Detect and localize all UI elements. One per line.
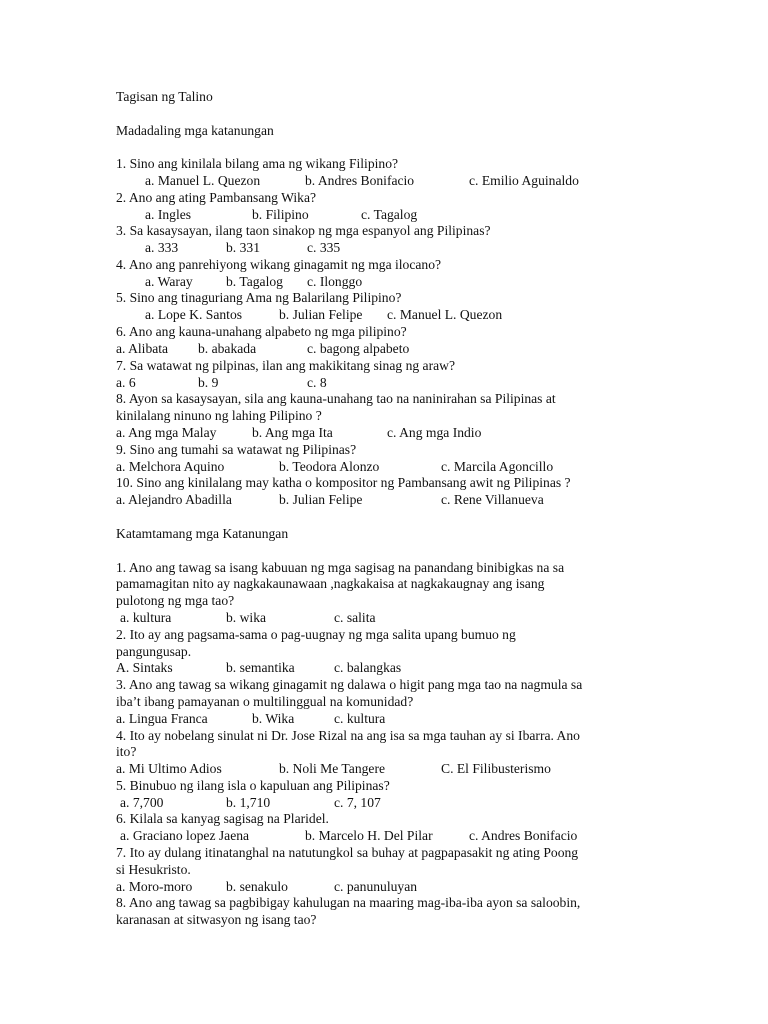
s2-q2-text-line1: 2. Ito ay ang pagsama-sama o pag-uugnay ng mga salita upang bumuo ng bbox=[116, 627, 516, 642]
s2-q6-option-c: c. Andres Bonifacio bbox=[469, 828, 578, 843]
s2-q5-option-a: a. 7,700 bbox=[120, 795, 164, 810]
s2-q2-option-b: b. semantika bbox=[226, 660, 295, 675]
s1-q2-option-b: b. Filipino bbox=[252, 207, 309, 222]
s1-q5-option-a: a. Lope K. Santos bbox=[145, 307, 243, 322]
s1-q3-option-a: a. 333 bbox=[145, 240, 179, 255]
s2-q2-option-a: A. Sintaks bbox=[116, 660, 173, 675]
s2-q7-option-b: b. senakulo bbox=[226, 879, 288, 894]
s1-q6-option-a: a. Alibata bbox=[116, 341, 169, 356]
s1-q6-option-b: b. abakada bbox=[198, 341, 257, 356]
s1-q7-option-b: b. 9 bbox=[198, 375, 219, 390]
s1-q1-option-b: b. Andres Bonifacio bbox=[305, 173, 415, 188]
s2-q1-text-line1: 1. Ano ang tawag sa isang kabuuan ng mga sagisag na panandang binibigkas na sa bbox=[116, 560, 565, 575]
s1-q3-option-c: c. 335 bbox=[307, 240, 341, 255]
s1-q4-option-c: c. Ilonggo bbox=[307, 274, 363, 289]
s1-q2-option-c: c. Tagalog bbox=[361, 207, 418, 222]
s1-q4-option-b: b. Tagalog bbox=[226, 274, 283, 289]
s1-q8-text-line1: 8. Ayon sa kasaysayan, sila ang kauna-unahang tao na naninirahan sa Pilipinas at bbox=[116, 391, 556, 406]
document-title: Tagisan ng Talino bbox=[116, 89, 213, 104]
s1-q4-text: 4. Ano ang panrehiyong wikang ginagamit ng mga ilocano? bbox=[116, 257, 442, 272]
s2-q7-option-a: a. Moro-moro bbox=[116, 879, 193, 894]
s2-q3-option-c: c. kultura bbox=[334, 711, 386, 726]
s1-q5-option-b: b. Julian Felipe bbox=[279, 307, 363, 322]
s1-q7-option-c: c. 8 bbox=[307, 375, 327, 390]
s2-q3-option-b: b. Wika bbox=[252, 711, 295, 726]
s1-q6-option-c: c. bagong alpabeto bbox=[307, 341, 410, 356]
s1-q2-text: 2. Ano ang ating Pambansang Wika? bbox=[116, 190, 317, 205]
s1-q1-text: 1. Sino ang kinilala bilang ama ng wikang Filipino? bbox=[116, 156, 399, 171]
s1-q9-option-b: b. Teodora Alonzo bbox=[279, 459, 380, 474]
s2-q1-text-line2: pamamagitan nito ay nagkakaunawaan ,nagkakaisa at nagkakaugnay ang isang bbox=[116, 576, 545, 591]
s1-q4-option-a: a. Waray bbox=[145, 274, 193, 289]
s1-q8-option-b: b. Ang mga Ita bbox=[252, 425, 333, 440]
s1-q5-text: 5. Sino ang tinaguriang Ama ng Balarilang Pilipino? bbox=[116, 290, 402, 305]
s1-q5-option-c: c. Manuel L. Quezon bbox=[387, 307, 503, 322]
s2-q4-option-c: C. El Filibusterismo bbox=[441, 761, 551, 776]
s2-q5-option-c: c. 7, 107 bbox=[334, 795, 381, 810]
s2-q1-option-b: b. wika bbox=[226, 610, 267, 625]
s1-q10-option-a: a. Alejandro Abadilla bbox=[116, 492, 232, 507]
s1-q8-text-line2: kinilalang ninuno ng lahing Pilipino ? bbox=[116, 408, 322, 423]
s1-q7-text: 7. Sa watawat ng pilpinas, ilan ang makikitang sinag ng araw? bbox=[116, 358, 456, 373]
s2-q2-option-c: c. balangkas bbox=[334, 660, 402, 675]
s2-q2-text-line2: pangungusap. bbox=[116, 644, 192, 659]
s2-q4-text-line1: 4. Ito ay nobelang sinulat ni Dr. Jose Rizal na ang isa sa mga tauhan ay si Ibarra. Ano bbox=[116, 728, 580, 743]
s2-q5-option-b: b. 1,710 bbox=[226, 795, 271, 810]
s2-q6-text: 6. Kilala sa kanyag sagisag na Plaridel. bbox=[116, 811, 329, 826]
s2-q4-option-a: a. Mi Ultimo Adios bbox=[116, 761, 222, 776]
s2-q7-option-c: c. panunuluyan bbox=[334, 879, 418, 894]
s2-q4-text-line2: ito? bbox=[116, 744, 137, 759]
s1-q1-option-c: c. Emilio Aguinaldo bbox=[469, 173, 579, 188]
s2-q3-text-line2: iba’t ibang pamayanan o multilinggual na komunidad? bbox=[116, 694, 414, 709]
s1-q3-text: 3. Sa kasaysayan, ilang taon sinakop ng mga espanyol ang Pilipinas? bbox=[116, 223, 491, 238]
s1-q10-option-c: c. Rene Villanueva bbox=[441, 492, 544, 507]
s2-q1-option-c: c. salita bbox=[334, 610, 376, 625]
s2-q1-option-a: a. kultura bbox=[120, 610, 172, 625]
s2-q1-text-line3: pulotong ng mga tao? bbox=[116, 593, 235, 608]
s1-q3-option-b: b. 331 bbox=[226, 240, 260, 255]
s1-q8-option-c: c. Ang mga Indio bbox=[387, 425, 482, 440]
s2-q7-text-line2: si Hesukristo. bbox=[116, 862, 191, 877]
s1-q10-option-b: b. Julian Felipe bbox=[279, 492, 363, 507]
s2-q5-text: 5. Binubuo ng ilang isla o kapuluan ang Pilipinas? bbox=[116, 778, 390, 793]
s1-q8-option-a: a. Ang mga Malay bbox=[116, 425, 217, 440]
s2-q6-option-b: b. Marcelo H. Del Pilar bbox=[305, 828, 433, 843]
s1-q7-option-a: a. 6 bbox=[116, 375, 136, 390]
s2-q8-text-line1: 8. Ano ang tawag sa pagbibigay kahulugan na maaring mag-iba-iba ayon sa saloobin, bbox=[116, 895, 581, 910]
s1-q6-text: 6. Ano ang kauna-unahang alpabeto ng mga pilipino? bbox=[116, 324, 407, 339]
s2-q3-text-line1: 3. Ano ang tawag sa wikang ginagamit ng dalawa o higit pang mga tao na nagmula sa bbox=[116, 677, 583, 692]
s2-q4-option-b: b. Noli Me Tangere bbox=[279, 761, 386, 776]
s1-q2-option-a: a. Ingles bbox=[145, 207, 192, 222]
s1-q9-option-a: a. Melchora Aquino bbox=[116, 459, 225, 474]
s1-q10-text: 10. Sino ang kinilalang may katha o kompositor ng Pambansang awit ng Pilipinas ? bbox=[116, 475, 571, 490]
s1-q9-text: 9. Sino ang tumahi sa watawat ng Pilipinas? bbox=[116, 442, 357, 457]
s2-q7-text-line1: 7. Ito ay dulang itinatanghal na natutungkol sa buhay at pagpapasakit ng ating Poong bbox=[116, 845, 579, 860]
section1-heading: Madadaling mga katanungan bbox=[116, 123, 274, 138]
s1-q9-option-c: c. Marcila Agoncillo bbox=[441, 459, 554, 474]
s1-q1-option-a: a. Manuel L. Quezon bbox=[145, 173, 261, 188]
s2-q6-option-a: a. Graciano lopez Jaena bbox=[120, 828, 250, 843]
section2-heading: Katamtamang mga Katanungan bbox=[116, 526, 289, 541]
s2-q3-option-a: a. Lingua Franca bbox=[116, 711, 208, 726]
s2-q8-text-line2: karanasan at sitwasyon ng isang tao? bbox=[116, 912, 317, 927]
